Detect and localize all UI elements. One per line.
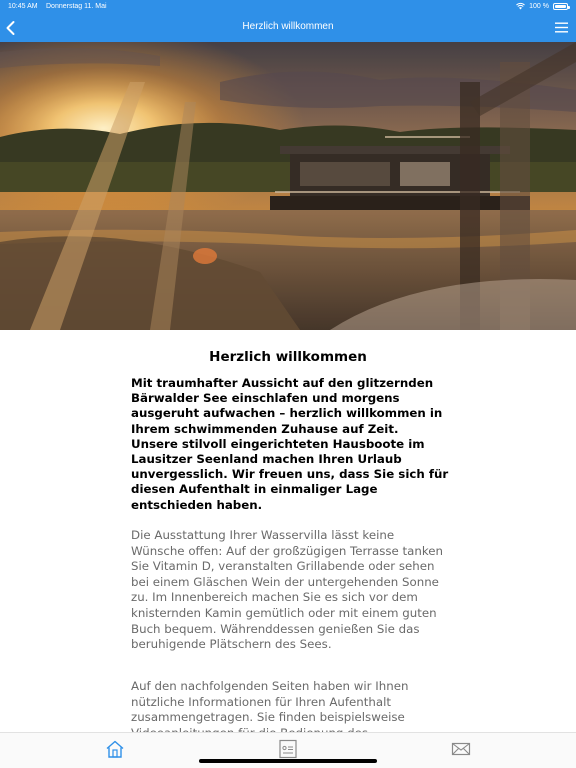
body-paragraph-1: Die Ausstattung Ihrer Wasservilla lässt keine Wünsche offen: Auf der großzügigen Terrasse tanken Sie Vitamin D, veranstalten Grillabende oder sehen bei einem Gläschen Wein der untergehenden Sonne zu. Im Innenbereich machen Sie es sich vor dem knisternden Kamin gemütlich oder mit einem guten Buch bequem. Währenddessen genießen Sie das beruhigende Plätschern des Sees.: [131, 528, 444, 652]
home-indicator[interactable]: [199, 759, 377, 763]
battery-icon: [553, 3, 568, 10]
status-time: 10:45 AM: [8, 3, 38, 10]
status-right: [516, 3, 568, 10]
intro-text: Mit traumhafter Aussicht auf den glitzernden Bärwalder See einschlafen und morgens ausgeruht aufwachen – herzlich willkommen in Ihrem schwimmenden Zuhause auf Zeit. Unsere stilvoll eingerichteten Hausboote im Lausitzer Seenland machen Ihren Urlaub unvergesslich. Wir freuen uns, dass Sie sich für diesen Aufenthalt in einmaliger Lage entschieden haben.: [131, 376, 449, 512]
body-paragraph-2: Auf den nachfolgenden Seiten haben wir Ihnen nützliche Informationen für Ihren Aufenthalt zusammengetragen. Sie finden beispielsweise: [131, 679, 409, 725]
houseboat-sunset-photo: [0, 42, 576, 330]
hamburger-menu-icon[interactable]: [555, 21, 568, 34]
mail-icon[interactable]: [451, 739, 471, 759]
card-icon[interactable]: [278, 739, 298, 759]
content-area: [0, 330, 576, 732]
page-title: Herzlich willkommen: [242, 21, 334, 32]
content-heading: Herzlich willkommen: [209, 349, 367, 365]
nav-bar: [0, 14, 576, 42]
battery-fill: [555, 5, 566, 8]
wifi-icon: [516, 3, 525, 10]
battery-percent: 100 %: [529, 3, 549, 10]
status-bar: [0, 0, 576, 14]
status-date: Donnerstag 11. Mai: [46, 3, 107, 10]
home-icon[interactable]: [105, 739, 125, 759]
hero-image: [0, 42, 576, 330]
